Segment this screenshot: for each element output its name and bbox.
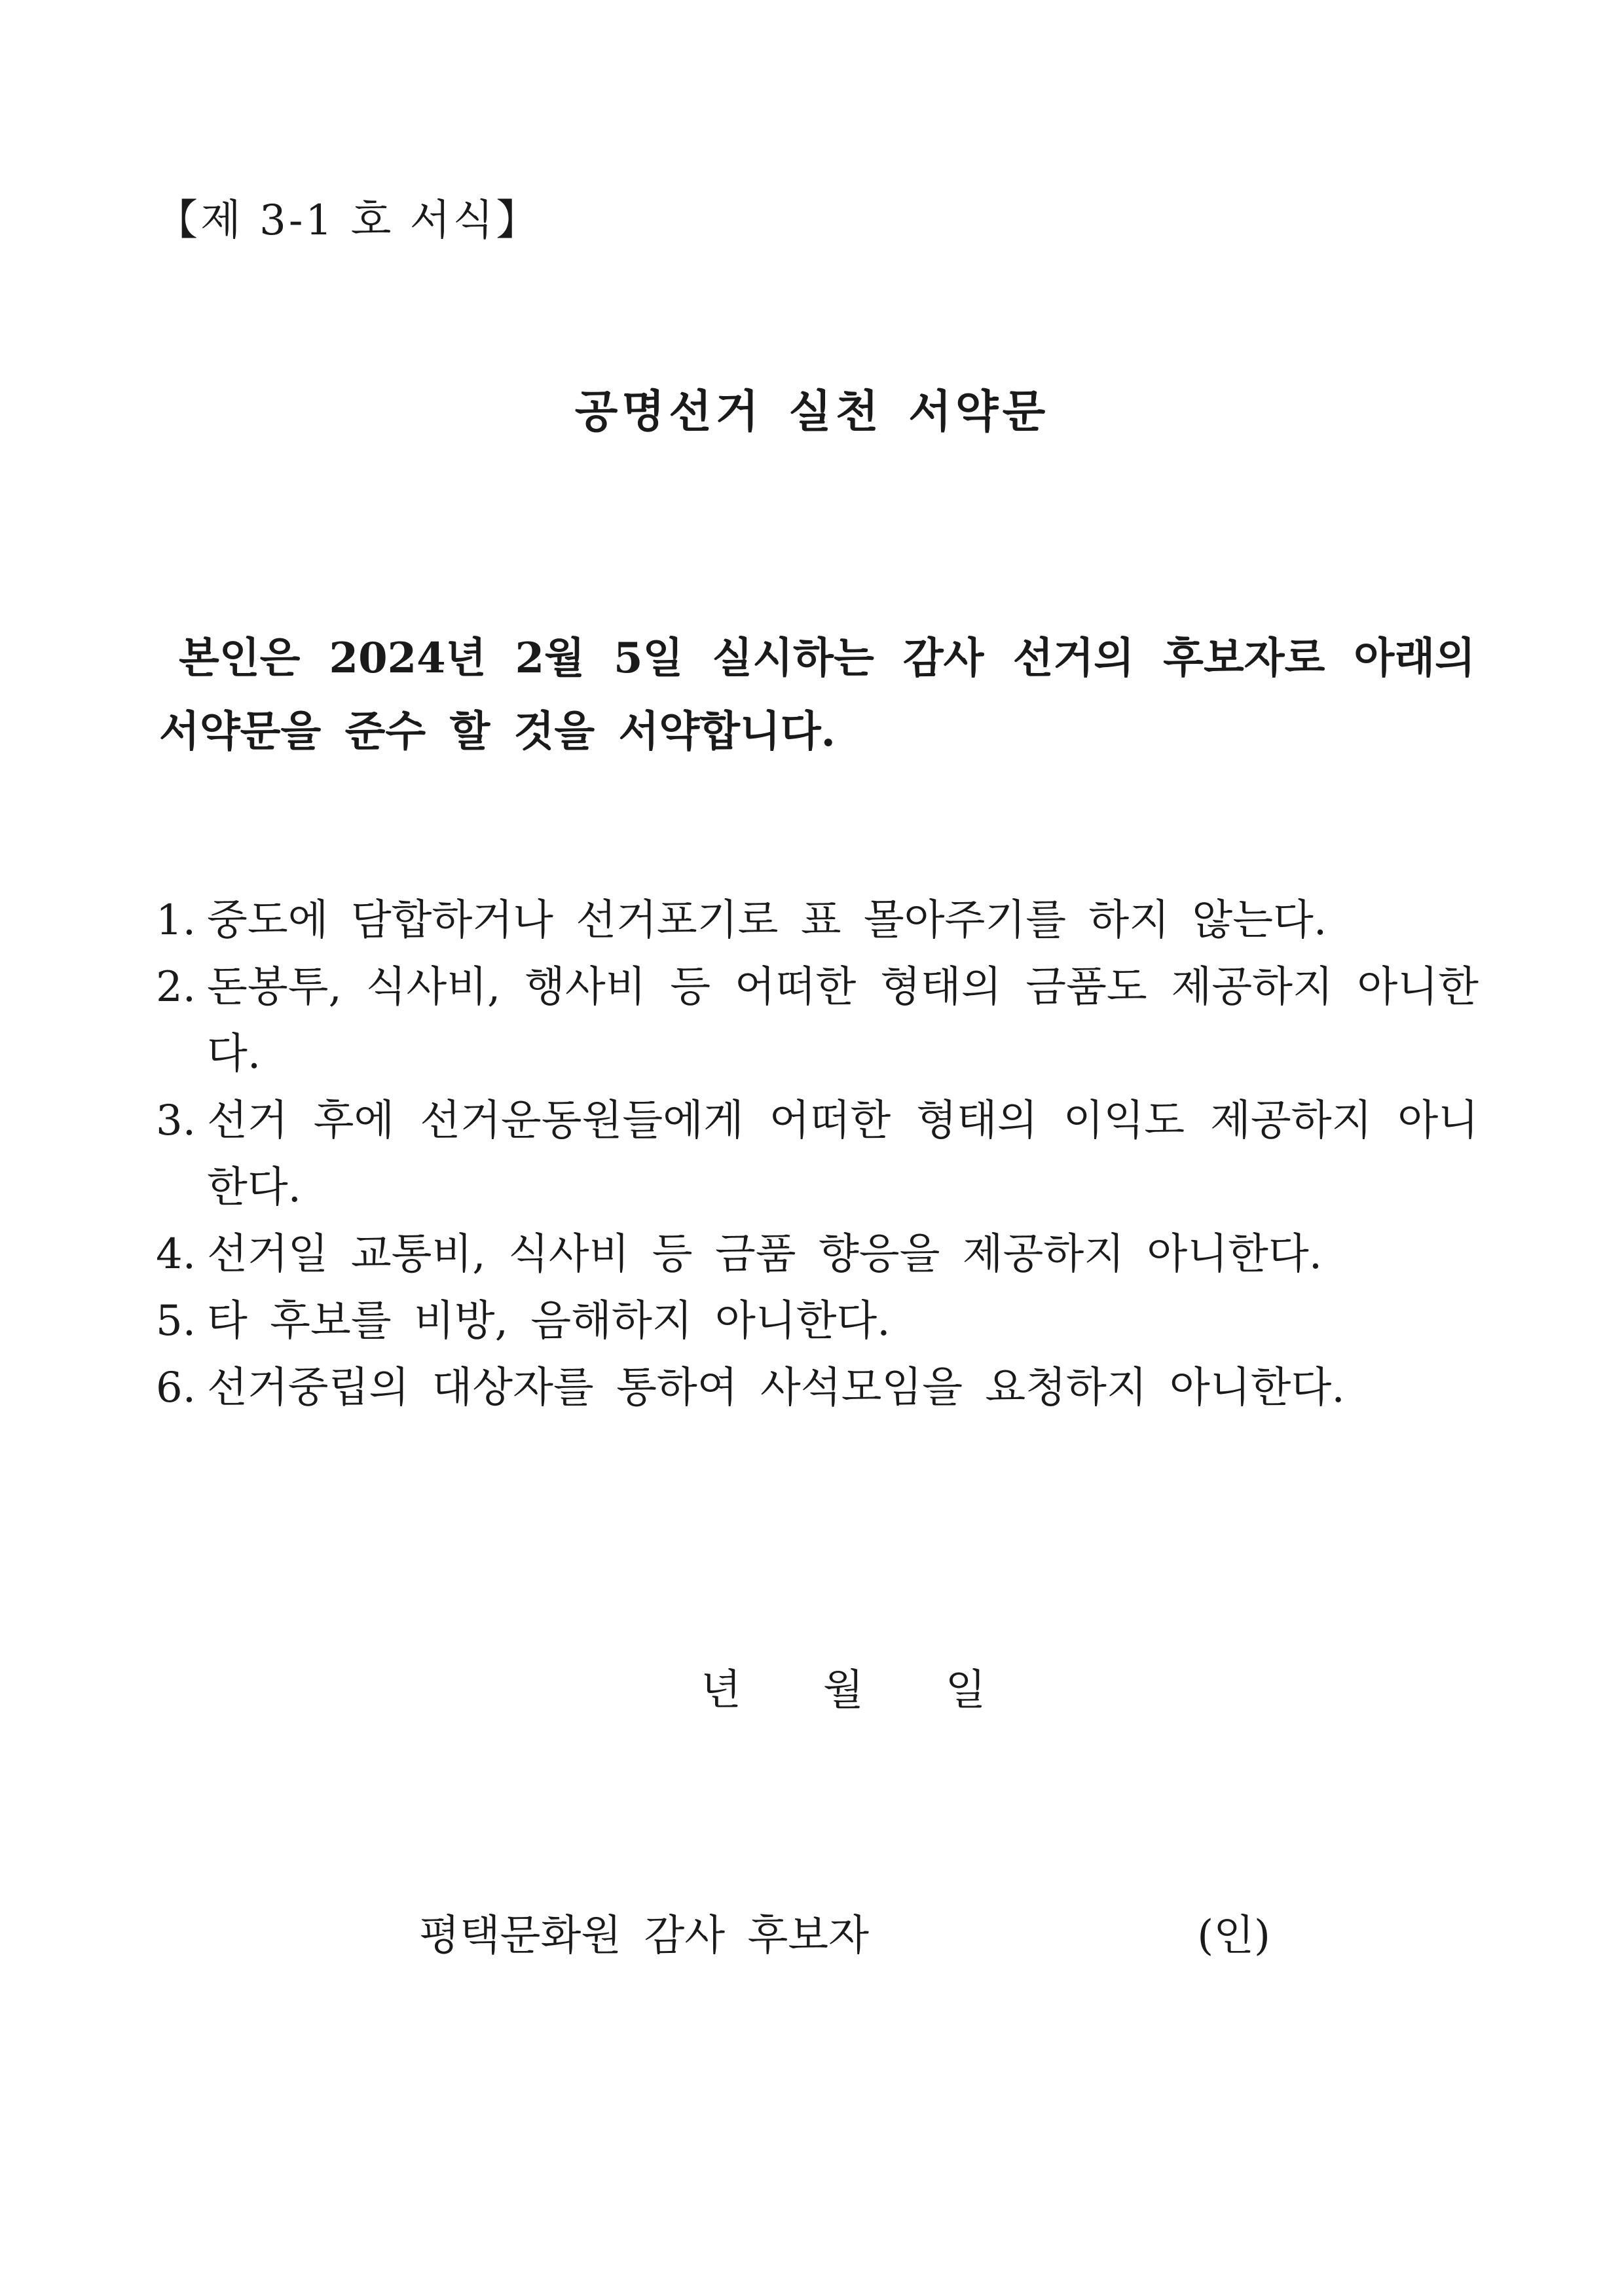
form-number: 【제 3-1 호 서식】 bbox=[156, 196, 541, 245]
seal-label: (인) bbox=[1197, 1912, 1270, 1960]
document-title: 공명선거 실천 서약문 bbox=[574, 386, 1050, 438]
clause-text: 선거중립의 대상자를 통하여 사석모임을 요청하지 아니한다. bbox=[207, 1364, 1345, 1412]
clause-item bbox=[156, 1288, 1479, 1355]
clause-text: 중도에 담합하거나 선거포기로 표 몰아주기를 하지 않는다. bbox=[207, 896, 1327, 945]
pledge-intro: 본인은 2024년 2월 5일 실시하는 감사 선거의 후보자로 아래의 서약문을 준수 할 것을 서약합니다. bbox=[159, 634, 1475, 756]
clause-item bbox=[156, 954, 1479, 1087]
clause-text: 타 후보를 비방, 음해하지 아니한다. bbox=[207, 1297, 891, 1345]
clause-list bbox=[156, 887, 1479, 1421]
clause-number: 6. bbox=[156, 1364, 196, 1412]
signature-line bbox=[419, 1902, 1270, 1962]
clause-item bbox=[156, 887, 1479, 954]
clause-number: 2. bbox=[156, 963, 196, 1011]
month-label: 월 bbox=[822, 1666, 864, 1715]
day-label: 일 bbox=[945, 1666, 986, 1715]
signature-label: 평택문화원 감사 후보자 bbox=[419, 1912, 869, 1960]
year-label: 년 bbox=[701, 1666, 741, 1715]
clause-number: 3. bbox=[156, 1097, 196, 1145]
clause-item bbox=[156, 1087, 1479, 1221]
clause-item bbox=[156, 1355, 1479, 1421]
clause-text: 선거 후에 선거운동원들에게 어떠한 형태의 이익도 제공하지 아니한다. bbox=[207, 1097, 1479, 1212]
clause-item bbox=[156, 1221, 1479, 1288]
clause-text: 돈봉투, 식사비, 행사비 등 어떠한 형태의 금품도 제공하지 아니한다. bbox=[207, 963, 1479, 1078]
clause-number: 4. bbox=[156, 1230, 196, 1279]
date-line bbox=[701, 1656, 986, 1717]
clause-number: 1. bbox=[156, 896, 196, 945]
clause-number: 5. bbox=[156, 1297, 196, 1345]
clause-text: 선거일 교통비, 식사비 등 금품 향응을 제공하지 아니한다. bbox=[207, 1230, 1323, 1279]
